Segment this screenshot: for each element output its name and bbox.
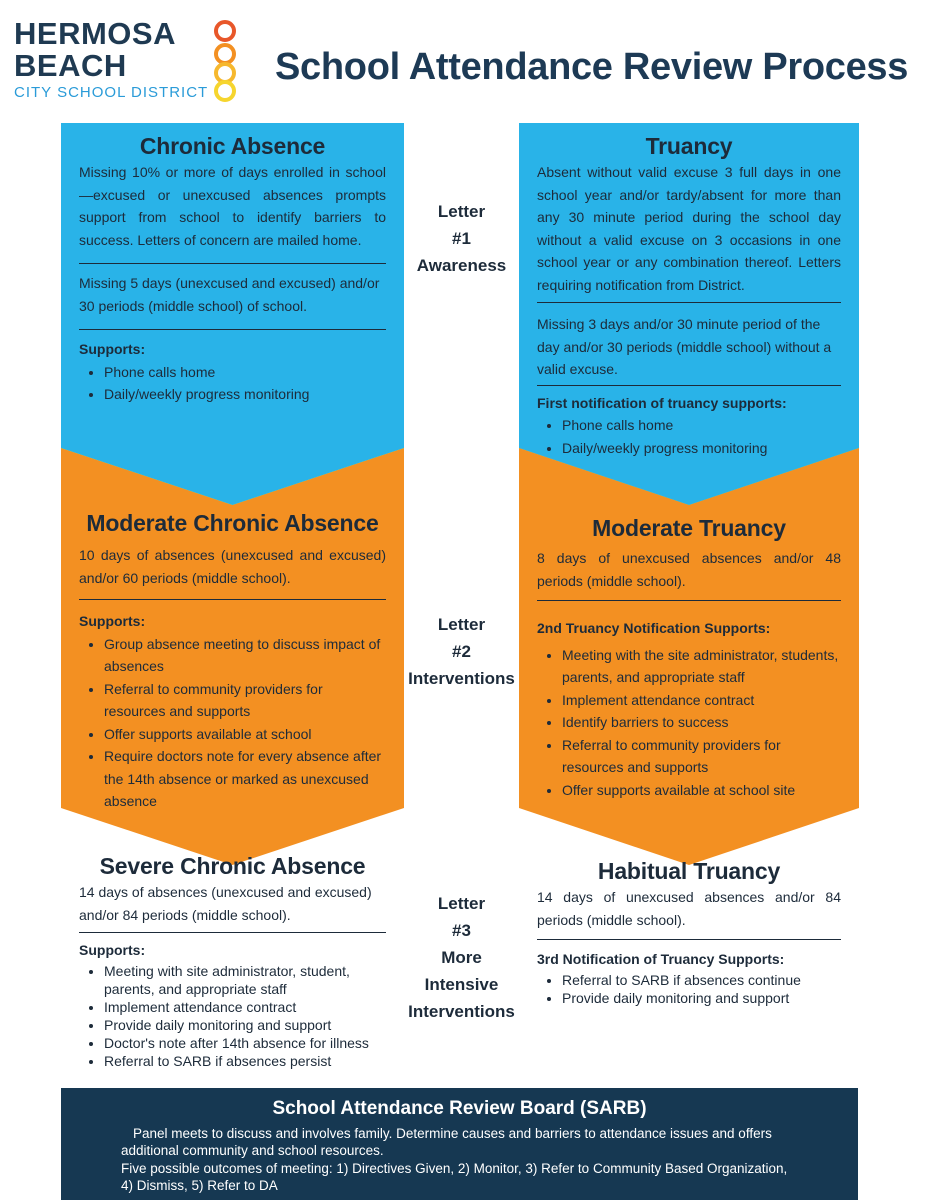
divider	[537, 302, 841, 303]
logo-line-2: BEACH	[14, 48, 127, 83]
letter-1-line: Letter	[437, 202, 486, 221]
list-item: • Doctor's note after 14th absence for illness	[104, 1034, 386, 1052]
letter-2-label	[404, 611, 519, 692]
district-logo	[14, 12, 244, 107]
chronic-absence-title: Chronic Absence	[139, 133, 326, 159]
moderate-truancy-supports-label: 2nd Truancy Notification Supports:	[537, 620, 771, 636]
habitual-truancy-criteria: 14 days of unexcused absences and/or 84 periods (middle school).	[537, 889, 841, 928]
chronic-absence-supports-list	[79, 361, 386, 406]
divider	[79, 599, 386, 600]
page-title: School Attendance Review Process	[275, 46, 909, 88]
moderate-truancy-section	[537, 513, 841, 801]
truancy-supports-list	[537, 414, 841, 459]
letter-3-line: Letter	[437, 894, 486, 913]
divider	[79, 932, 386, 933]
truancy-supports-label: First notification of truancy supports:	[537, 394, 787, 411]
moderate-truancy-title: Moderate Truancy	[592, 515, 786, 541]
letter-3-label	[404, 890, 519, 1025]
letter-3-stage: More	[441, 948, 482, 967]
logo-rings-icon	[212, 12, 242, 107]
list-item: • Daily/weekly progress monitoring	[104, 383, 386, 406]
list-item: • Meeting with the site administrator, students, parents, and appropriate staff	[562, 644, 841, 689]
list-item: • Provide daily monitoring and support	[104, 1016, 386, 1034]
divider	[79, 263, 386, 264]
list-item: • Referral to SARB if absences continue	[562, 971, 841, 989]
list-item: • Daily/weekly progress monitoring	[562, 437, 841, 460]
truancy-title: Truancy	[645, 133, 733, 159]
letter-1-stage: Awareness	[416, 256, 507, 275]
list-item: • Phone calls home	[562, 414, 841, 437]
letter-1-label	[404, 198, 519, 279]
truancy-criteria: Missing 3 days and/or 30 minute period of the day and/or 30 periods (middle school) without a valid excuse.	[537, 316, 832, 377]
list-item: • Implement attendance contract	[562, 689, 841, 712]
chronic-absence-section	[79, 131, 386, 406]
list-item: • Identify barriers to success	[562, 711, 841, 734]
letter-2-line: Letter	[437, 615, 486, 634]
moderate-truancy-criteria: 8 days of unexcused absences and/or 48 periods (middle school).	[537, 550, 841, 589]
letter-3-number: #3	[452, 921, 471, 940]
severe-chronic-absence-supports-list	[79, 962, 386, 1070]
sarb-description: Panel meets to discuss and involves family. Determine causes and barriers to attendance issues and offers additional community and school resources.	[121, 1126, 772, 1158]
sarb-outcomes: Five possible outcomes of meeting: 1) Directives Given, 2) Monitor, 3) Refer to Community Based Organization, 4) Dismiss, 5) Refer to DA	[121, 1161, 788, 1193]
list-item: • Implement attendance contract	[104, 998, 386, 1016]
list-item: • Require doctors note for every absence after the 14th absence or marked as unexcused absence	[104, 745, 386, 813]
chronic-absence-column	[61, 123, 404, 1098]
list-item: • Referral to community providers for resources and supports	[104, 678, 386, 723]
moderate-chronic-absence-title: Moderate Chronic Absence	[86, 510, 379, 536]
letter-3-stage: Intensive	[424, 975, 499, 994]
list-item: • Provide daily monitoring and support	[562, 989, 841, 1007]
sarb-panel	[61, 1088, 858, 1200]
list-item: • Offer supports available at school site	[562, 779, 841, 802]
letter-1-number: #1	[452, 229, 471, 248]
divider	[79, 329, 386, 330]
severe-chronic-absence-section	[79, 851, 386, 1070]
divider	[537, 385, 841, 386]
letter-3-stage: Interventions	[408, 1002, 515, 1021]
list-item: • Meeting with site administrator, student, parents, and appropriate staff	[104, 962, 386, 998]
chronic-absence-description: Missing 10% or more of days enrolled in school—excused or unexcused absences prompts support from school to identify barriers to success. Letters of concern are mailed home.	[79, 164, 386, 248]
divider	[537, 939, 841, 940]
habitual-truancy-supports-list	[537, 971, 841, 1007]
list-item: • Group absence meeting to discuss impact of absences	[104, 633, 386, 678]
habitual-truancy-supports-label: 3rd Notification of Truancy Supports:	[537, 951, 785, 967]
logo-line-3: CITY SCHOOL DISTRICT	[14, 84, 209, 101]
severe-chronic-absence-criteria: 14 days of absences (unexcused and excused) and/or 84 periods (middle school).	[79, 884, 372, 923]
moderate-truancy-supports-list	[537, 644, 841, 802]
list-item: • Referral to community providers for resources and supports	[562, 734, 841, 779]
truancy-description: Absent without valid excuse 3 full days in one school year and/or tardy/absent for more than any 30 minute period during the school day without a valid excuse on 3 occasions in one school year or any combination thereof. Letters requiring notification from District.	[537, 164, 841, 293]
list-item: • Offer supports available at school	[104, 723, 386, 746]
truancy-section	[537, 131, 841, 459]
moderate-chronic-absence-supports-label: Supports:	[79, 613, 146, 629]
habitual-truancy-section	[537, 856, 841, 1007]
letter-2-number: #2	[452, 642, 471, 661]
divider	[537, 600, 841, 601]
moderate-chronic-absence-supports-list	[79, 633, 386, 813]
severe-chronic-absence-title: Severe Chronic Absence	[99, 853, 366, 879]
chronic-absence-supports-label: Supports:	[79, 341, 146, 357]
severe-chronic-absence-supports-label: Supports:	[79, 942, 146, 958]
truancy-column	[519, 123, 859, 1098]
moderate-chronic-absence-criteria: 10 days of absences (unexcused and excused) and/or 60 periods (middle school).	[79, 547, 386, 586]
logo-line-1: HERMOSA	[14, 16, 176, 51]
sarb-title: School Attendance Review Board (SARB)	[272, 1098, 647, 1119]
chronic-absence-criteria: Missing 5 days (unexcused and excused) and/or 30 periods (middle school) of school.	[79, 275, 380, 314]
letter-2-stage: Interventions	[408, 669, 515, 688]
moderate-chronic-absence-section	[79, 508, 386, 813]
list-item: • Referral to SARB if absences persist	[104, 1052, 386, 1070]
habitual-truancy-title: Habitual Truancy	[597, 858, 781, 884]
list-item: • Phone calls home	[104, 361, 386, 384]
